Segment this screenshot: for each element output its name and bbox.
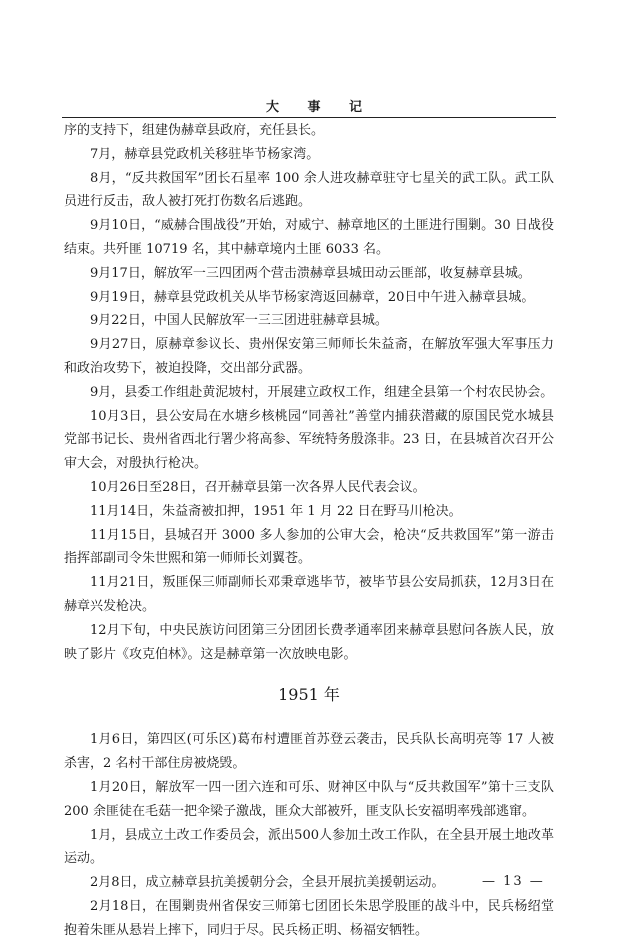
page-number: — 13 — [482, 874, 545, 889]
paragraph: 10月3日，县公安局在水塘乡核桃园“同善社”善堂内捕获潜藏的原国民党水城县党部书记长、贵州省西北行署少将高参、军统特务殷涤非。23 日，在县城首次召开公审大会，对殷执行枪决。 [64, 408, 554, 472]
year-heading: 1951 年 [278, 685, 340, 705]
paragraph: 9月27日，原赫章参议长、贵州保安第三师师长朱益斋，在解放军强大军事压力和政治攻势下，被迫投降，交出部分武器。 [64, 337, 554, 376]
paragraph: 序的支持下，组建伪赫章县政府，充任县长。 [64, 123, 325, 138]
paragraph: 11月14日，朱益斋被扣押，1951 年 1 月 22 日在野马川枪决。 [90, 503, 462, 519]
paragraph: 9月，县委工作组赴黄泥坡村，开展建立政权工作，组建全县第一个村农民协会。 [90, 384, 554, 400]
paragraph: 1月，县成立土改工作委员会，派出500人参加土改工作队，在全县开展土地改革运动。 [64, 827, 554, 867]
paragraph: 11月15日，县城召开 3000 多人参加的公审大会，枪决“反共救国军”第一游击指挥部副司令朱世熙和第一师师长刘翼苍。 [64, 527, 554, 567]
paragraph: 9月19日，赫章县党政机关从毕节杨家湾返回赫章，20日中午进入赫章县城。 [90, 289, 535, 305]
paragraph: 1月20日，解放军一四一团六连和可乐、财神区中队与“反共救国军”第十三支队 200 余匪徒在毛菇一把伞梁子激战，匪众大部被歼，匪支队长安福明率残部逃窜。 [64, 779, 554, 819]
section-1951 [64, 728, 554, 942]
paragraph: 10月26日至28日，召开赫章县第一次各界人民代表会议。 [90, 479, 426, 495]
paragraph: 11月21日，叛匪保三师副师长邓秉章逃毕节，被毕节县公安局抓获，12月3日在赫章兴发枪决。 [64, 575, 554, 614]
paragraph: 8月，“反共救国军”团长石星率 100 余人进攻赫章驻守七星关的武工队。武工队员进行反击，敌人被打死打伤数名后逃跑。 [64, 170, 554, 210]
section-1950 [64, 119, 554, 666]
running-title: 大 事 记 [265, 100, 375, 115]
paragraph: 1月6日，第四区(可乐区)葛布村遭匪首苏登云袭击，民兵队长高明亮等 17 人被杀害，2 名村干部住房被烧毁。 [64, 732, 554, 772]
paragraph: 2月8日，成立赫章县抗美援朝分会，全县开展抗美援朝运动。 [90, 875, 445, 891]
main-text [64, 119, 554, 943]
paragraph: 9月10日，“威赫合围战役”开始，对威宁、赫章地区的土匪进行围剿。30 日战役结束。共歼匪 10719 名，其中赫章境内土匪 6033 名。 [64, 218, 554, 257]
paragraph: 7月，赫章县党政机关移驻毕节杨家湾。 [90, 146, 320, 162]
header-rule [62, 117, 556, 118]
paragraph: 12月下旬，中央民族访问团第三分团团长费孝通率团来赫章县慰问各族人民，放映了影片《攻克伯林》。这是赫章第一次放映电影。 [64, 622, 554, 662]
paragraph: 9月22日，中国人民解放军一三三团进驻赫章县城。 [90, 313, 388, 329]
paragraph: 2月18日，在围剿贵州省保安三师第七团团长朱思学股匪的战斗中，民兵杨绍堂抱着朱匪从悬岩上摔下，同归于尽。民兵杨正明、杨福安牺牲。 [64, 898, 554, 938]
paragraph: 9月17日，解放军一三四团两个营击溃赫章县城田动云匪部，收复赫章县城。 [90, 265, 531, 281]
